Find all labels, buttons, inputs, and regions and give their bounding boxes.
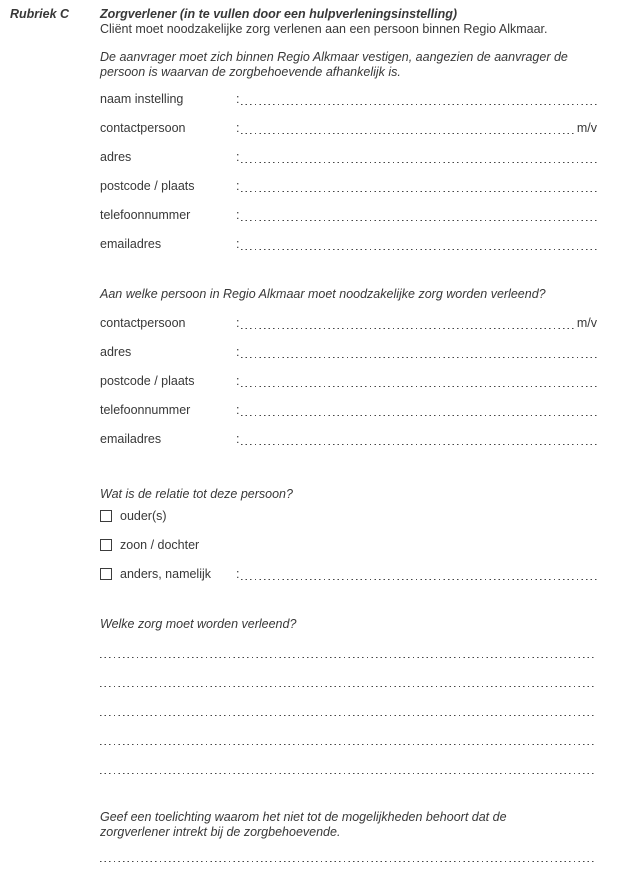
fill-in-line[interactable]: [241, 432, 597, 447]
checkbox-ouders[interactable]: [100, 510, 112, 522]
fill-in-line[interactable]: [241, 121, 576, 136]
field-colon: :: [236, 432, 240, 446]
field-colon: :: [236, 121, 240, 135]
checkbox-anders[interactable]: [100, 568, 112, 580]
answer-line[interactable]: [100, 644, 597, 673]
fill-in-line[interactable]: [241, 92, 597, 107]
field-row-emailadres: [100, 237, 597, 266]
fill-in-line[interactable]: [241, 567, 597, 582]
field-label: telefoonnummer: [100, 403, 191, 417]
answer-line[interactable]: [100, 760, 597, 789]
answer-line[interactable]: [100, 673, 597, 702]
option-label: anders, namelijk: [120, 567, 212, 581]
option-row-anders: [100, 567, 597, 596]
field-colon: :: [236, 374, 240, 388]
explanation-prompt: Geef een toelichting waarom het niet tot de mogelijkheden behoort dat de zorgverlener intrekt bij de zorgbehoevende.: [100, 810, 507, 839]
field-label: emailadres: [100, 432, 162, 446]
field-row-emailadres: [100, 432, 597, 461]
field-label: naam instelling: [100, 92, 184, 106]
field-label: postcode / plaats: [100, 179, 195, 193]
field-row-naam-instelling: [100, 92, 597, 121]
field-colon: :: [236, 316, 240, 330]
checkbox-zoon-dochter[interactable]: [100, 539, 112, 551]
field-colon: :: [236, 567, 240, 581]
relation-question: Wat is de relatie tot deze persoon?: [100, 487, 293, 501]
field-colon: :: [236, 345, 240, 359]
fill-in-line[interactable]: [241, 179, 597, 194]
answer-line[interactable]: [100, 702, 597, 731]
field-colon: :: [236, 403, 240, 417]
field-colon: :: [236, 179, 240, 193]
relation-options-section: [100, 509, 597, 596]
field-label: adres: [100, 345, 132, 359]
field-row-adres: [100, 150, 597, 179]
fill-in-line[interactable]: [241, 374, 597, 389]
institution-fields-section: [100, 92, 597, 266]
field-row-postcode-plaats: [100, 179, 597, 208]
field-row-telefoonnummer: [100, 208, 597, 237]
intro-note: De aanvrager moet zich binnen Regio Alkmaar vestigen, aangezien de aanvrager de persoon is waarvan de zorgbehoevende afhankelijk is.: [100, 50, 568, 79]
fill-in-line[interactable]: [241, 345, 597, 360]
field-row-postcode-plaats: [100, 374, 597, 403]
form-subtitle: Cliënt moet noodzakelijke zorg verlenen aan een persoon binnen Regio Alkmaar.: [100, 21, 548, 36]
field-row-telefoonnummer: [100, 403, 597, 432]
answer-line[interactable]: [100, 731, 597, 760]
fill-in-line[interactable]: [241, 237, 597, 252]
person-fields-section: [100, 316, 597, 461]
care-question: Welke zorg moet worden verleend?: [100, 617, 297, 631]
gender-mv-label: m/v: [576, 316, 597, 330]
field-label: telefoonnummer: [100, 208, 191, 222]
field-label: emailadres: [100, 237, 162, 251]
fill-in-line[interactable]: [241, 316, 576, 331]
field-colon: :: [236, 237, 240, 251]
option-row-ouders: [100, 509, 597, 538]
field-label: postcode / plaats: [100, 374, 195, 388]
option-label: ouder(s): [120, 509, 167, 523]
rubriek-label: Rubriek C: [10, 7, 70, 21]
header-block: [100, 7, 600, 36]
option-label: zoon / dochter: [120, 538, 200, 552]
form-title: Zorgverlener (in te vullen door een hulpverleningsinstelling): [100, 7, 458, 21]
gender-mv-label: m/v: [576, 121, 597, 135]
field-row-adres: [100, 345, 597, 374]
field-label: contactpersoon: [100, 121, 186, 135]
field-colon: :: [236, 208, 240, 222]
field-label: adres: [100, 150, 132, 164]
field-colon: :: [236, 150, 240, 164]
option-row-zoon-dochter: [100, 538, 597, 567]
fill-in-line[interactable]: [241, 403, 597, 418]
fill-in-line[interactable]: [241, 208, 597, 223]
field-row-contactpersoon: [100, 316, 597, 345]
care-answer-lines: [100, 644, 597, 789]
person-question: Aan welke persoon in Regio Alkmaar moet noodzakelijke zorg worden verleend?: [100, 287, 546, 301]
field-colon: :: [236, 92, 240, 106]
field-label: contactpersoon: [100, 316, 186, 330]
fill-in-line[interactable]: [241, 150, 597, 165]
field-row-contactpersoon: [100, 121, 597, 150]
